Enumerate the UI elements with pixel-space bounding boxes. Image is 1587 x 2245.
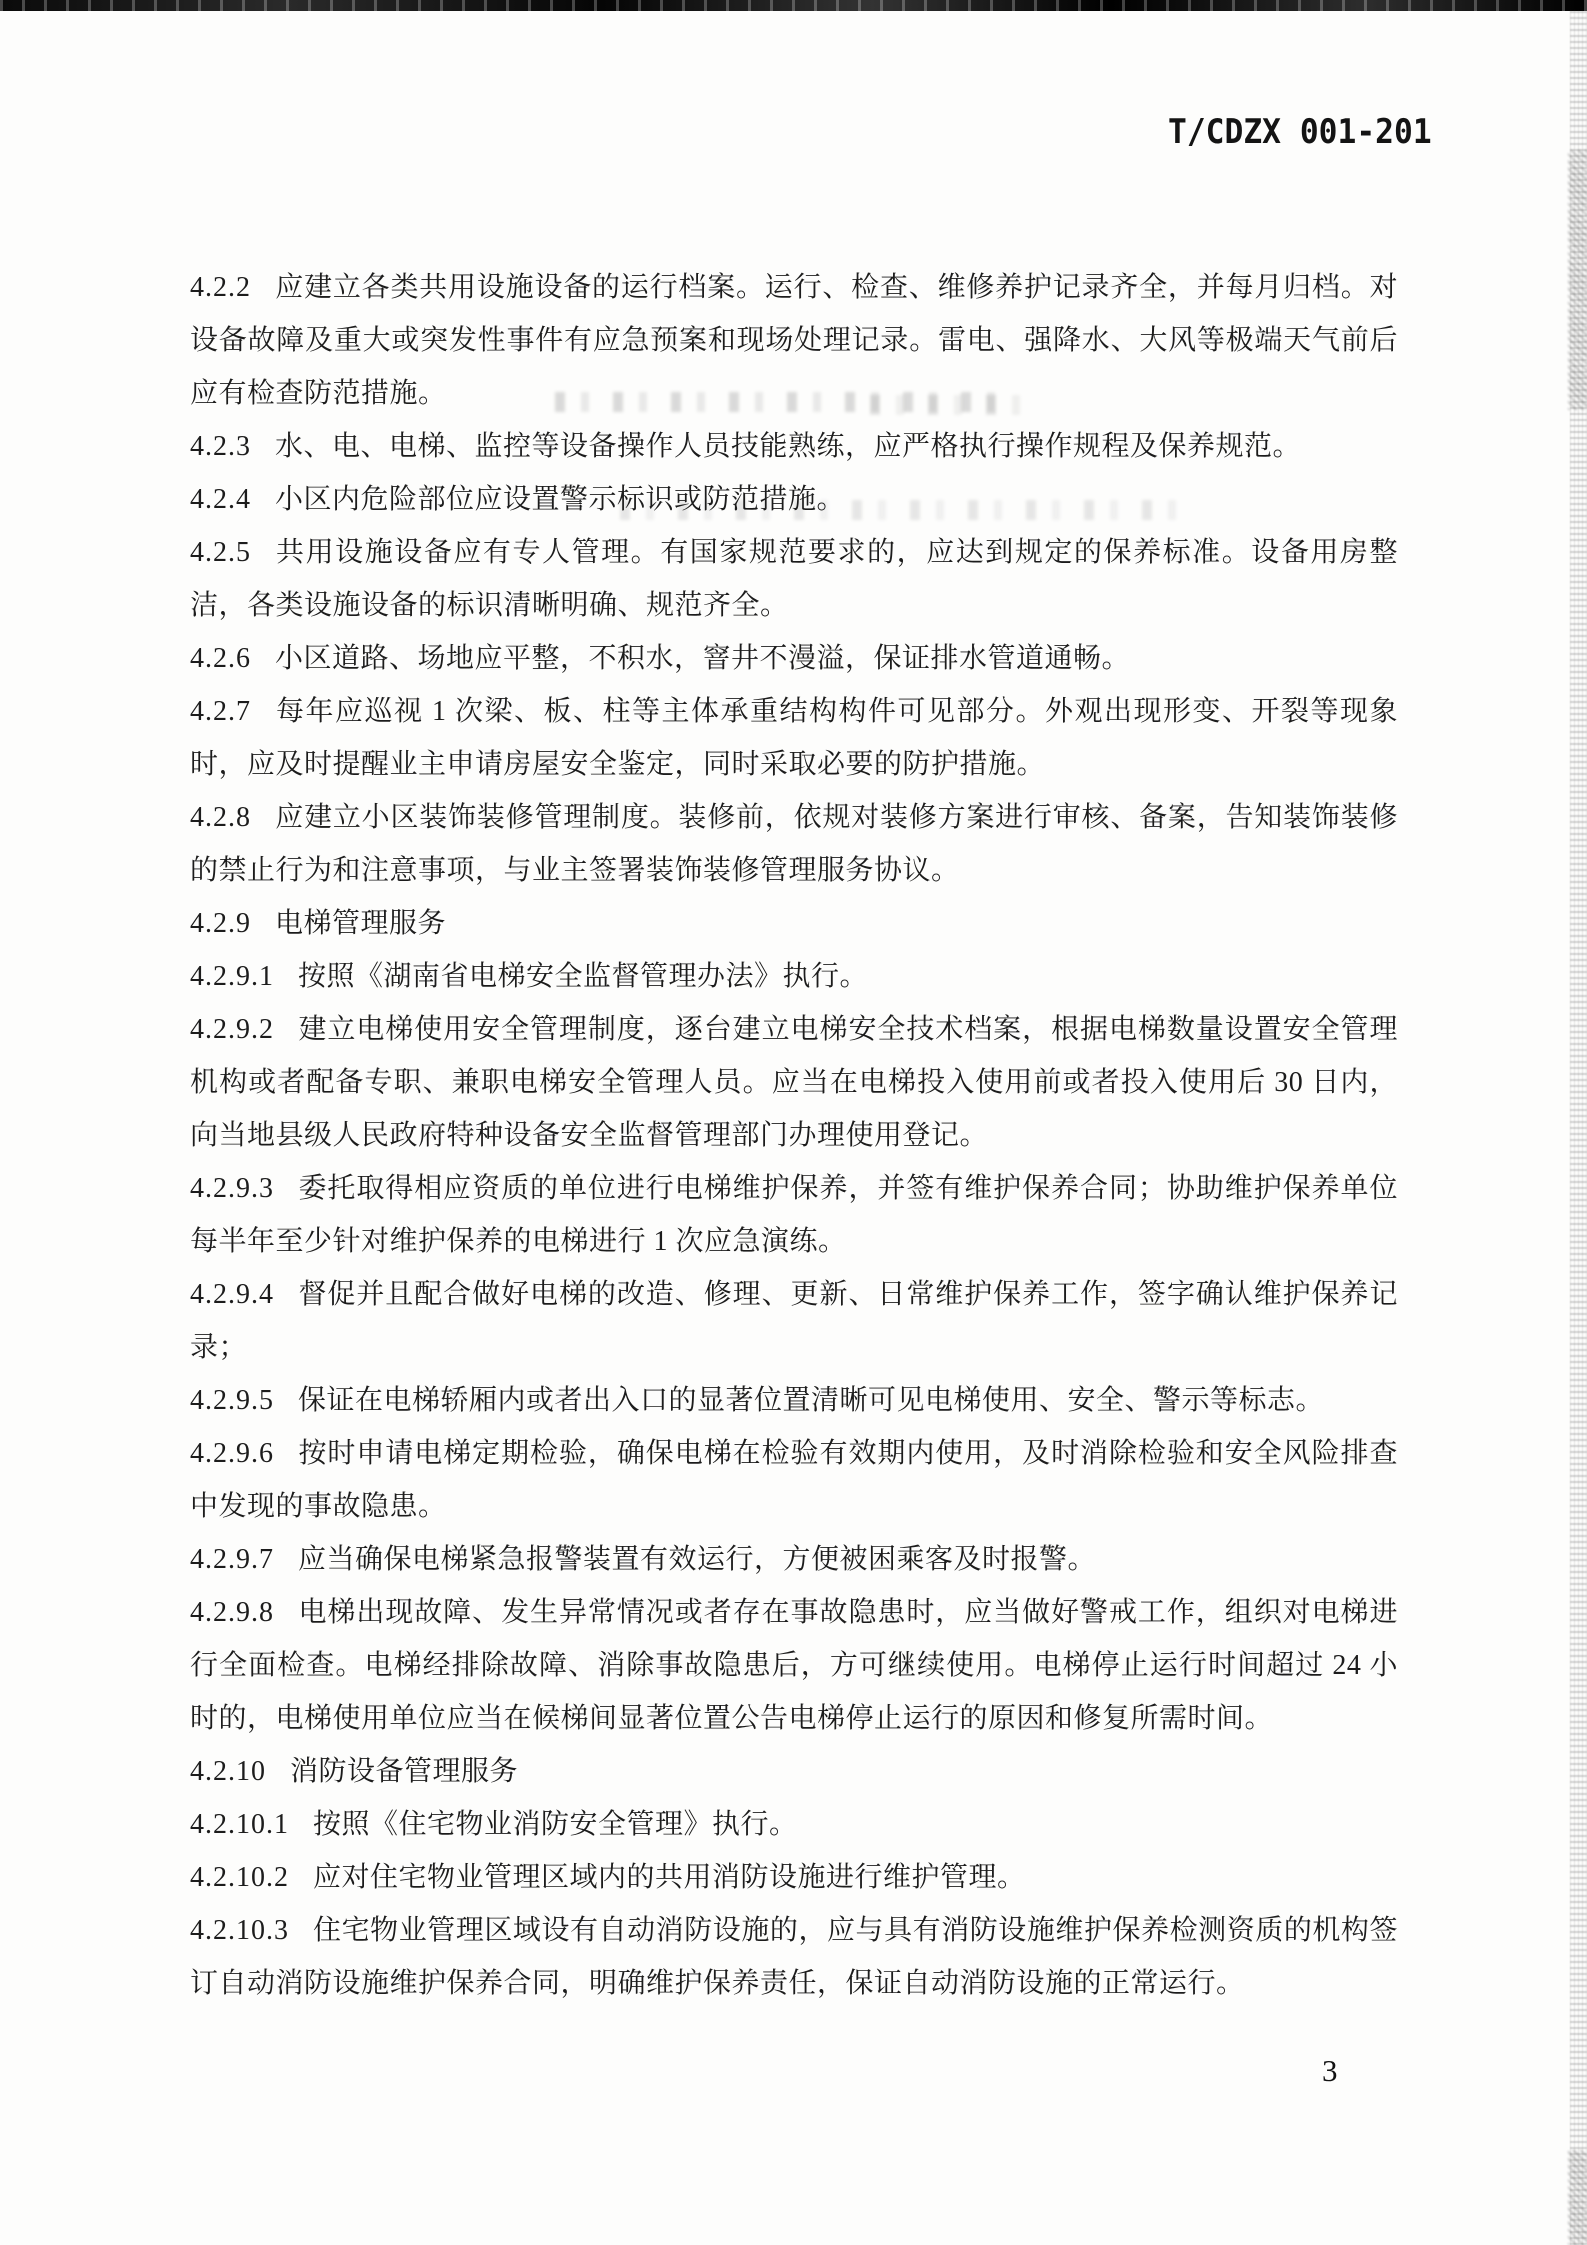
clause-text: 按时申请电梯定期检验，确保电梯在检验有效期内使用，及时消除检验和安全风险排查中发现的事故隐患。 [190, 1438, 1398, 1522]
clause-text: 应建立小区装饰装修管理制度。装修前，依规对装修方案进行审核、备案，告知装饰装修的禁止行为和注意事项，与业主签署装饰装修管理服务协议。 [190, 802, 1398, 886]
clause-text: 应对住宅物业管理区域内的共用消防设施进行维护管理。 [313, 1862, 1026, 1893]
clause-number: 4.2.3 [190, 431, 251, 462]
clause-paragraph [190, 1268, 1398, 1374]
clause-text: 电梯出现故障、发生异常情况或者存在事故隐患时，应当做好警戒工作，组织对电梯进行全面检查。电梯经排除故障、消除事故隐患后，方可继续使用。电梯停止运行时间超过 24 小时的，电梯使用单位应当在候梯间显著位置公告电梯停止运行的原因和修复所需时间。 [190, 1597, 1398, 1734]
clause-number: 4.2.10.2 [190, 1862, 289, 1893]
clause-paragraph [190, 1162, 1398, 1268]
clause-number: 4.2.9 [190, 908, 251, 939]
clause-text: 住宅物业管理区域设有自动消防设施的，应与具有消防设施维护保养检测资质的机构签订自动消防设施维护保养合同，明确维护保养责任，保证自动消防设施的正常运行。 [190, 1915, 1398, 1999]
clause-paragraph [190, 526, 1398, 632]
clause-text: 应当确保电梯紧急报警装置有效运行，方便被困乘客及时报警。 [298, 1544, 1097, 1575]
clause-paragraph [190, 1904, 1398, 2010]
clause-text: 保证在电梯轿厢内或者出入口的显著位置清晰可见电梯使用、安全、警示等标志。 [298, 1385, 1325, 1416]
clause-text: 小区内危险部位应设置警示标识或防范措施。 [275, 484, 846, 515]
clause-paragraph [190, 1586, 1398, 1745]
clause-text: 应建立各类共用设施设备的运行档案。运行、检查、维修养护记录齐全，并每月归档。对设备故障及重大或突发性事件有应急预案和现场处理记录。雷电、强降水、大风等极端天气前后应有检查防范措施。 [190, 272, 1398, 409]
clause-number: 4.2.9.5 [190, 1385, 274, 1416]
clause-text: 按照《住宅物业消防安全管理》执行。 [313, 1809, 798, 1840]
clause-text: 电梯管理服务 [275, 908, 447, 939]
clause-text: 按照《湖南省电梯安全监督管理办法》执行。 [298, 961, 869, 992]
clause-number: 4.2.10.1 [190, 1809, 289, 1840]
clause-number: 4.2.6 [190, 643, 251, 674]
clause-number: 4.2.7 [190, 696, 251, 727]
clause-paragraph [190, 420, 1398, 473]
clause-number: 4.2.10.3 [190, 1915, 289, 1946]
clause-paragraph [190, 473, 1398, 526]
page-number: 3 [1322, 2053, 1338, 2088]
clause-number: 4.2.10 [190, 1756, 266, 1787]
clause-number: 4.2.5 [190, 537, 251, 568]
clause-number: 4.2.9.2 [190, 1014, 274, 1045]
clause-text: 每年应巡视 1 次梁、板、柱等主体承重结构构件可见部分。外观出现形变、开裂等现象时，应及时提醒业主申请房屋安全鉴定，同时采取必要的防护措施。 [190, 696, 1398, 780]
clause-paragraph [190, 1427, 1398, 1533]
scan-artifact-noise-blob [1568, 2150, 1587, 2245]
clause-number: 4.2.2 [190, 272, 251, 303]
clause-number: 4.2.9.7 [190, 1544, 274, 1575]
clause-text: 共用设施设备应有专人管理。有国家规范要求的，应达到规定的保养标准。设备用房整洁，各类设施设备的标识清晰明确、规范齐全。 [190, 537, 1398, 621]
clause-number: 4.2.9.4 [190, 1279, 274, 1310]
clause-paragraph [190, 1374, 1398, 1427]
clause-number: 4.2.8 [190, 802, 251, 833]
clause-number: 4.2.4 [190, 484, 251, 515]
clause-number: 4.2.9.1 [190, 961, 274, 992]
standard-code-header: T/CDZX 001-201 [1168, 112, 1432, 152]
scan-artifact-top-band [0, 0, 1587, 11]
clause-text: 小区道路、场地应平整，不积水，窨井不漫溢，保证排水管道通畅。 [275, 643, 1131, 674]
clauses [190, 261, 1398, 2010]
clause-number: 4.2.9.8 [190, 1597, 274, 1628]
clause-text: 委托取得相应资质的单位进行电梯维护保养，并签有维护保养合同；协助维护保养单位每半年至少针对维护保养的电梯进行 1 次应急演练。 [190, 1173, 1398, 1257]
clause-text: 消防设备管理服务 [290, 1756, 519, 1787]
clause-paragraph [190, 1851, 1398, 1904]
clause-paragraph [190, 632, 1398, 685]
clause-paragraph [190, 791, 1398, 897]
clause-paragraph [190, 1533, 1398, 1586]
clause-paragraph [190, 1798, 1398, 1851]
clause-number: 4.2.9.6 [190, 1438, 274, 1469]
clause-paragraph [190, 897, 1398, 950]
clause-text: 水、电、电梯、监控等设备操作人员技能熟练，应严格执行操作规程及保养规范。 [275, 431, 1302, 462]
clause-paragraph [190, 950, 1398, 1003]
clause-paragraph [190, 685, 1398, 791]
clause-number: 4.2.9.3 [190, 1173, 274, 1204]
clause-text: 建立电梯使用安全管理制度，逐台建立电梯安全技术档案，根据电梯数量设置安全管理机构或者配备专职、兼职电梯安全管理人员。应当在电梯投入使用前或者投入使用后 30 日内，向当地县级人民政府特种设备安全监督管理部门办理使用登记。 [190, 1014, 1398, 1151]
clause-text: 督促并且配合做好电梯的改造、修理、更新、日常维护保养工作，签字确认维护保养记录； [190, 1279, 1398, 1363]
scan-artifact-noise-blob [1568, 150, 1587, 410]
clause-paragraph [190, 261, 1398, 420]
clause-paragraph [190, 1745, 1398, 1798]
clause-paragraph [190, 1003, 1398, 1162]
